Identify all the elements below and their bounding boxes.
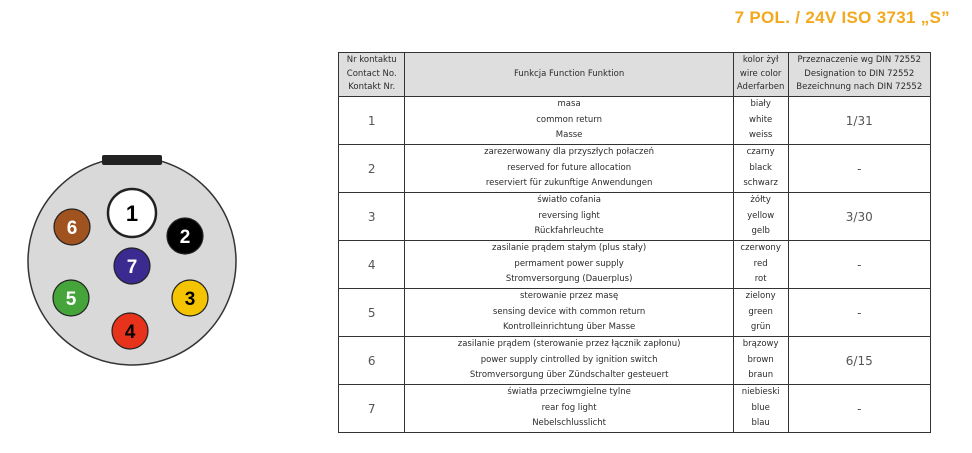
table-row [339, 193, 931, 241]
wire-color-cell [733, 337, 788, 385]
table-row [339, 241, 931, 289]
connector-svg [22, 148, 242, 368]
contact-number: 3 [339, 193, 405, 241]
connector-pin-6 [54, 209, 90, 245]
connector-diagram [22, 148, 242, 368]
table-row [339, 337, 931, 385]
function-cell [405, 193, 733, 241]
table-row [339, 97, 931, 145]
wire-color-pl: niebieski [741, 387, 780, 398]
header-contact-no-pl: Nr kontaktu [346, 55, 397, 66]
function-de: Kontrolleinrichtung über Masse [502, 322, 636, 333]
wire-color-en: yellow [747, 210, 775, 221]
function-en: common return [536, 114, 602, 125]
function-cell [405, 97, 733, 145]
function-pl: światła przeciwmgielne tylne [507, 387, 631, 398]
header-din-de: Bezeichnung nach DIN 72552 [796, 82, 923, 93]
header-function: Funkcja Function Funktion [405, 53, 733, 97]
wire-color-pl: brązowy [742, 339, 779, 350]
function-pl: światło cofania [537, 195, 601, 206]
wire-color-cell [733, 97, 788, 145]
wire-color-cell [733, 193, 788, 241]
header-contact-no [339, 53, 405, 97]
din-designation: - [788, 289, 930, 337]
wire-color-pl: czerwony [740, 243, 781, 254]
connector-key [102, 155, 162, 165]
header-wire-color-pl: kolor żył [742, 55, 779, 66]
wire-color-pl: zielony [745, 291, 776, 302]
wire-color-en: black [749, 162, 772, 173]
function-en: permament power supply [514, 258, 624, 269]
wire-color-de: schwarz [743, 178, 778, 189]
wire-color-cell [733, 241, 788, 289]
function-cell [405, 385, 733, 433]
wire-color-de: weiss [748, 130, 773, 141]
wire-color-en: blue [751, 402, 770, 413]
din-designation: - [788, 145, 930, 193]
wire-color-de: braun [748, 370, 774, 381]
wire-color-en: white [749, 114, 773, 125]
wire-color-pl: czarny [746, 147, 775, 158]
connector-pin-3 [172, 280, 208, 316]
table-row [339, 289, 931, 337]
wire-color-pl: biały [750, 99, 771, 110]
contact-number: 1 [339, 97, 405, 145]
din-designation: 6/15 [788, 337, 930, 385]
pin-label-3: 3 [184, 289, 196, 310]
din-designation: - [788, 241, 930, 289]
table-row [339, 385, 931, 433]
header-din-pl: Przeznaczenie wg DIN 72552 [797, 55, 921, 66]
function-cell [405, 145, 733, 193]
pin-label-7: 7 [126, 257, 138, 278]
function-de: Nebelschlusslicht [532, 418, 606, 429]
function-en: reversing light [538, 210, 600, 221]
din-designation: 3/30 [788, 193, 930, 241]
header-contact-no-de: Kontakt Nr. [348, 82, 396, 93]
function-cell [405, 337, 733, 385]
wire-color-en: brown [747, 354, 774, 365]
wire-color-cell [733, 385, 788, 433]
header-wire-color-de: Aderfarben [736, 82, 785, 93]
wire-color-cell [733, 289, 788, 337]
pinout-table [338, 52, 931, 433]
page-title: 7 POL. / 24V ISO 3731 „S” [734, 8, 950, 27]
function-de: reserviert für zukunftige Anwendungen [485, 178, 653, 189]
function-pl: sterowanie przez masę [519, 291, 619, 302]
function-pl: zasilanie prądem (sterowanie przez łącznik zapłonu) [457, 339, 681, 350]
contact-number: 6 [339, 337, 405, 385]
function-de: Masse [555, 130, 583, 141]
table-header-row [339, 53, 931, 97]
contact-number: 2 [339, 145, 405, 193]
function-en: rear fog light [541, 402, 597, 413]
wire-color-en: green [748, 306, 773, 317]
connector-pin-4 [112, 313, 148, 349]
contact-number: 5 [339, 289, 405, 337]
table-row [339, 145, 931, 193]
connector-pin-7 [114, 248, 150, 284]
function-cell [405, 289, 733, 337]
wire-color-de: gelb [751, 226, 770, 237]
connector-pin-2 [167, 218, 203, 254]
wire-color-pl: żółty [750, 195, 771, 206]
din-designation: - [788, 385, 930, 433]
wire-color-de: rot [754, 274, 767, 285]
pin-label-1: 1 [125, 201, 139, 226]
header-din-en: Designation to DIN 72552 [804, 68, 915, 79]
function-pl: zarezerwowany dla przyszłych połaczeń [484, 147, 655, 158]
contact-number: 7 [339, 385, 405, 433]
function-en: power supply cintrolled by ignition switch [480, 354, 658, 365]
header-din [788, 53, 930, 97]
header-wire-color [733, 53, 788, 97]
function-en: sensing device with common return [492, 306, 646, 317]
wire-color-cell [733, 145, 788, 193]
pin-label-6: 6 [66, 218, 78, 239]
function-cell [405, 241, 733, 289]
pin-label-4: 4 [124, 322, 136, 343]
contact-number: 4 [339, 241, 405, 289]
pin-label-2: 2 [179, 227, 191, 248]
function-pl: masa [557, 99, 581, 110]
connector-pin-1 [108, 189, 156, 237]
wire-color-de: grün [750, 322, 771, 333]
function-en: reserved for future allocation [507, 162, 632, 173]
header-contact-no-en: Contact No. [346, 68, 397, 79]
function-pl: zasilanie prądem stałym (plus stały) [492, 243, 647, 254]
header-wire-color-en: wire color [739, 68, 782, 79]
wire-color-de: blau [751, 418, 770, 429]
function-de: Stromversorgung (Dauerplus) [505, 274, 633, 285]
connector-pin-5 [53, 280, 89, 316]
function-de: Rückfahrleuchte [534, 226, 604, 237]
function-de: Stromversorgung über Zündschalter gesteuert [469, 370, 669, 381]
pin-label-5: 5 [65, 289, 77, 310]
din-designation: 1/31 [788, 97, 930, 145]
wire-color-en: red [753, 258, 768, 269]
